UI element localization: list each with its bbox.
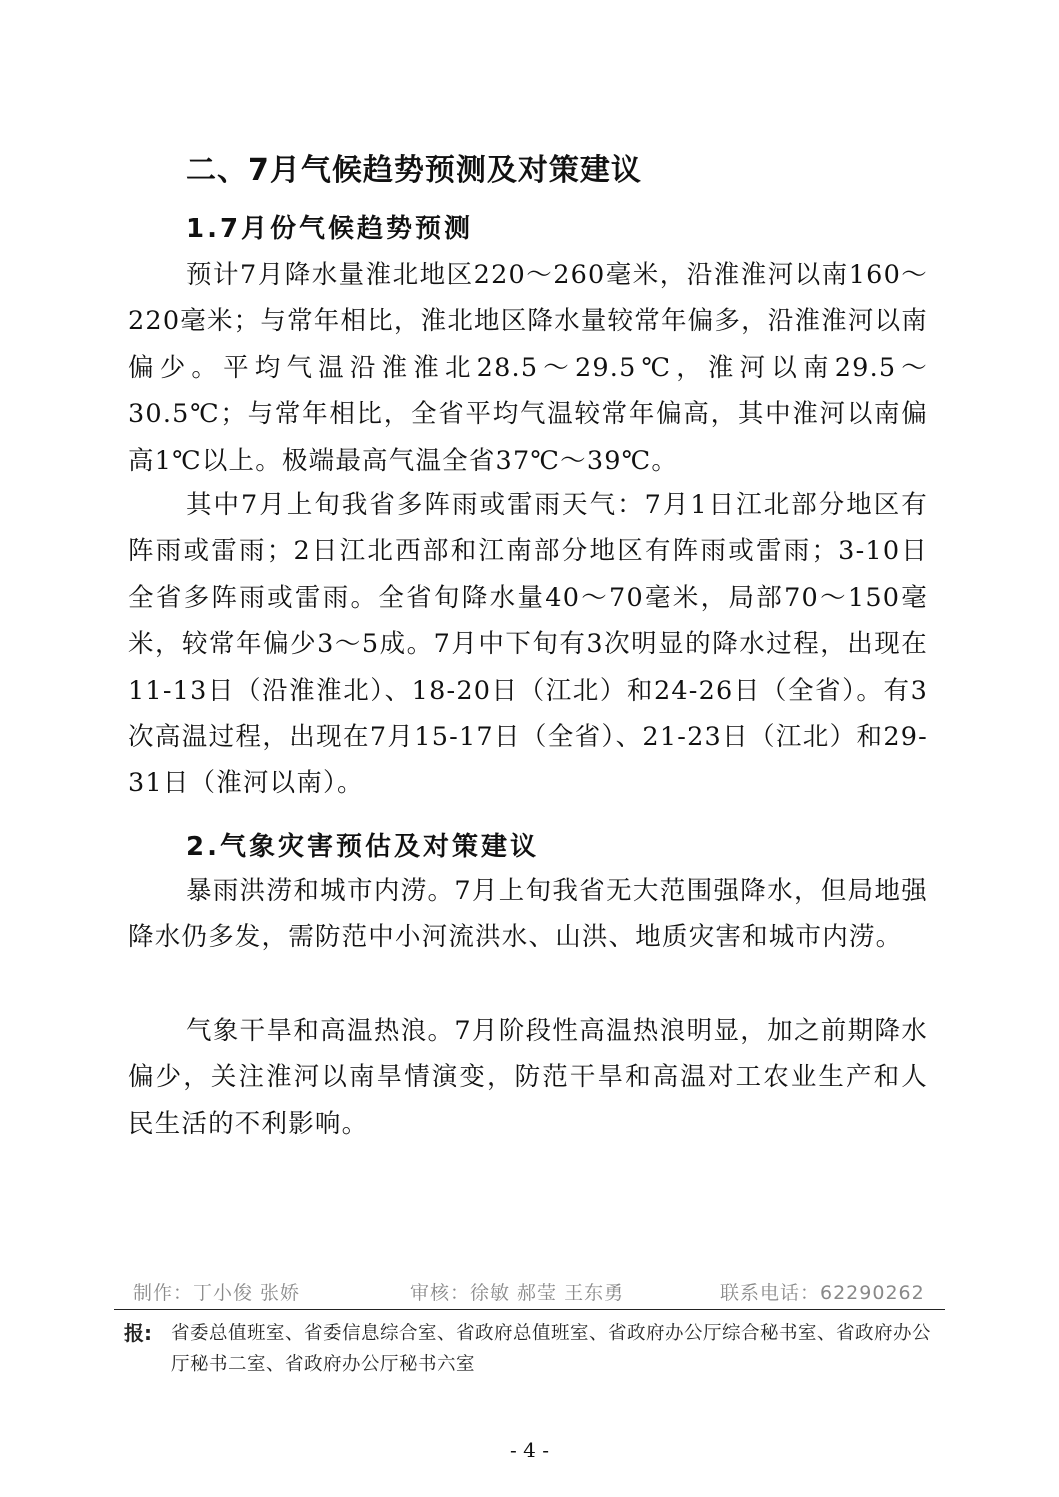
subsection-title-forecast: 1.7月份气候趋势预测 <box>186 214 474 244</box>
page-number: - 4 - <box>510 1438 549 1462</box>
paragraph-weather-process: 其中7月上旬我省多阵雨或雷雨天气：7月1日江北部分地区有阵雨或雷雨；2日江北西部和江南部分地区有阵雨或雷雨；3-10日全省多阵雨或雷雨。全省旬降水量40～70毫米，局部70～150毫米，较常年偏少3～5成。7月中下旬有3次明显的降水过程，出现在11-13日（沿淮淮北）、18-20日（江北）和24-26日（全省）。有3次高温过程，出现在7月15-17日（全省）、21-23日（江北）和29-31日（淮河以南）。 <box>128 490 928 799</box>
footer-maker: 制作：丁小俊 张娇 <box>133 1282 301 1304</box>
subsection-title-disaster: 2.气象灾害预估及对策建议 <box>186 832 539 862</box>
section-title: 二、7月气候趋势预测及对策建议 <box>186 153 642 188</box>
footer-divider <box>114 1309 945 1310</box>
report-block <box>124 1318 936 1380</box>
footer-reviewer: 审核：徐敏 郝莹 王东勇 <box>410 1282 625 1304</box>
paragraph-drought-heat: 气象干旱和高温热浪。7月阶段性高温热浪明显，加之前期降水偏少，关注淮河以南旱情演变，防范干旱和高温对工农业生产和人民生活的不利影响。 <box>128 1016 928 1139</box>
paragraph-flood: 暴雨洪涝和城市内涝。7月上旬我省无大范围强降水，但局地强降水仍多发，需防范中小河流洪水、山洪、地质灾害和城市内涝。 <box>128 876 928 953</box>
report-label: 报: <box>124 1321 152 1345</box>
footer-credits <box>128 1276 928 1306</box>
footer-contact: 联系电话：62290262 <box>720 1282 925 1304</box>
paragraph-precipitation-temperature: 预计7月降水量淮北地区220～260毫米，沿淮淮河以南160～220毫米；与常年相比，淮北地区降水量较常年偏多，沿淮淮河以南偏少。平均气温沿淮淮北28.5～29.5℃，淮河以南29.5～30.5℃；与常年相比，全省平均气温较常年偏高，其中淮河以南偏高1℃以上。极端最高气温全省37℃～39℃。 <box>128 260 928 476</box>
report-recipients: 省委总值班室、省委信息综合室、省政府总值班室、省政府办公厅综合秘书室、省政府办公厅秘书二室、省政府办公厅秘书六室 <box>171 1323 932 1375</box>
